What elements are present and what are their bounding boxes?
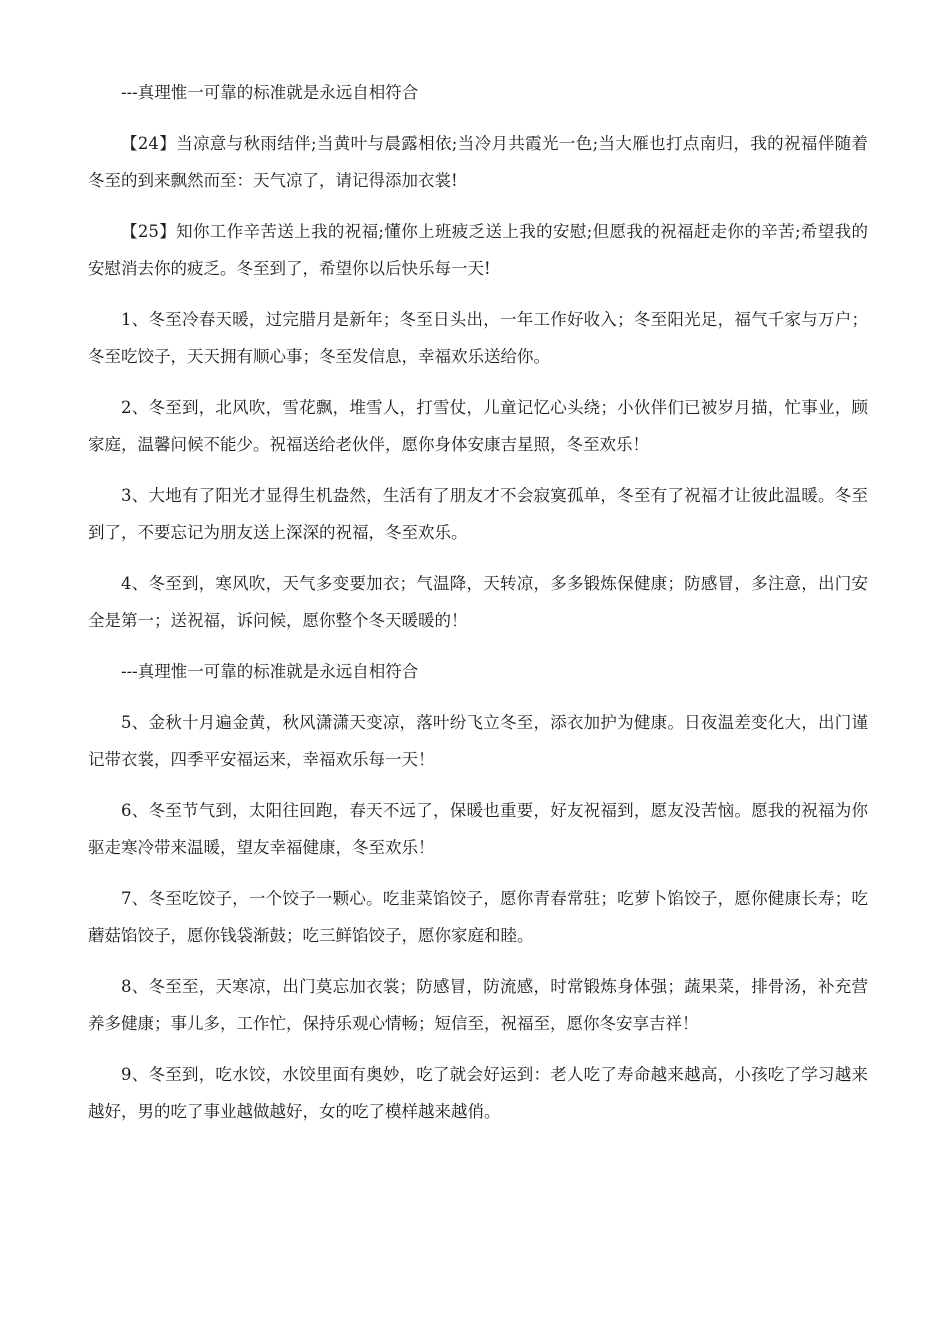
paragraph-7: 7、冬至吃饺子，一个饺子一颗心。吃韭菜馅饺子，愿你青春常驻；吃萝卜馅饺子，愿你健康长寿；吃蘑菇馅饺子，愿你钱袋渐鼓；吃三鲜馅饺子，愿你家庭和睦。 xyxy=(88,889,868,945)
paragraph-2: 2、冬至到，北风吹，雪花飘，堆雪人，打雪仗，儿童记忆心头绕；小伙伴们已被岁月描，忙事业，顾家庭，温馨问候不能少。祝福送给老伙伴，愿你身体安康吉星照，冬至欢乐！ xyxy=(88,398,868,454)
paragraph-24: 【24】当凉意与秋雨结伴;当黄叶与晨露相依;当冷月共霞光一色;当大雁也打点南归，我的祝福伴随着冬至的到来飘然而至：天气凉了，请记得添加衣裳! xyxy=(88,134,868,190)
paragraph-5: 5、金秋十月遍金黄，秋风潇潇天变凉，落叶纷飞立冬至，添衣加护为健康。日夜温差变化大，出门谨记带衣裳，四季平安福运来，幸福欢乐每一天！ xyxy=(88,713,868,769)
quote-line: ---真理惟一可靠的标准就是永远自相符合 xyxy=(121,83,419,102)
paragraph-8: 8、冬至至，天寒凉，出门莫忘加衣裳；防感冒，防流感，时常锻炼身体强；蔬果菜，排骨汤，补充营养多健康；事儿多，工作忙，保持乐观心情畅；短信至，祝福至，愿你冬安享吉祥！ xyxy=(88,977,868,1033)
paragraph-25: 【25】知你工作辛苦送上我的祝福;懂你上班疲乏送上我的安慰;但愿我的祝福赶走你的辛苦;希望我的安慰消去你的疲乏。冬至到了，希望你以后快乐每一天! xyxy=(88,222,868,278)
quote-line: ---真理惟一可靠的标准就是永远自相符合 xyxy=(121,662,419,681)
paragraph-4: 4、冬至到，寒风吹，天气多变要加衣；气温降，天转凉，多多锻炼保健康；防感冒，多注意，出门安全是第一；送祝福，诉问候，愿你整个冬天暖暖的！ xyxy=(88,574,868,630)
paragraph-6: 6、冬至节气到，太阳往回跑，春天不远了，保暖也重要，好友祝福到，愿友没苦恼。愿我的祝福为你驱走寒冷带来温暖，望友幸福健康，冬至欢乐！ xyxy=(88,801,868,857)
paragraph-1: 1、冬至冷春天暖，过完腊月是新年；冬至日头出，一年工作好收入；冬至阳光足，福气千家与万户；冬至吃饺子，天天拥有顺心事；冬至发信息，幸福欢乐送给你。 xyxy=(88,310,868,366)
paragraph-9: 9、冬至到，吃水饺，水饺里面有奥妙，吃了就会好运到：老人吃了寿命越来越高，小孩吃了学习越来越好，男的吃了事业越做越好，女的吃了模样越来越俏。 xyxy=(88,1065,868,1121)
document-body xyxy=(88,74,868,1144)
paragraph-3: 3、大地有了阳光才显得生机盎然，生活有了朋友才不会寂寞孤单，冬至有了祝福才让彼此温暖。冬至到了，不要忘记为朋友送上深深的祝福，冬至欢乐。 xyxy=(88,486,868,542)
